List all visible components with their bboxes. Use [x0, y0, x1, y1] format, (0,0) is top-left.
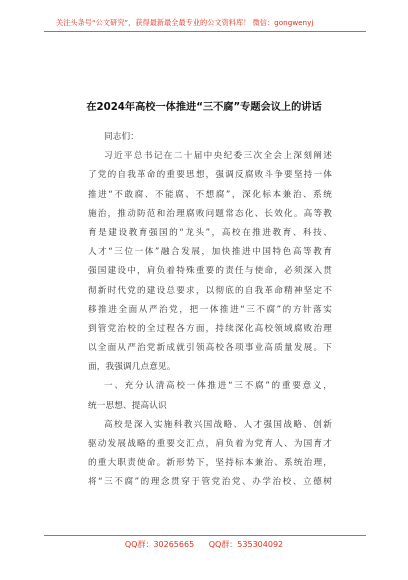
- footer-qq-group-2: QQ群：535304092: [208, 540, 284, 549]
- header-note: 关注头条号“公文研究”，获得最新最全最专业的公文资料库！ 微信：gongwenyj: [56, 18, 314, 27]
- paragraph-line: 到管党治校的全过程各方面，持续深化高校领域腐败治理: [88, 323, 332, 334]
- paragraph-line: 将“三不腐”的理念贯穿于管党治党、办学治校、立德树: [88, 477, 332, 488]
- paragraph-line: 彻新时代党的建设总要求，以彻底的自我革命精神坚定不: [88, 285, 332, 296]
- paragraph-line: 了党的自我革命的重要思想，强调反腐败斗争要坚持一体: [88, 170, 332, 181]
- header-divider: [44, 31, 366, 32]
- greeting: 同志们：: [104, 132, 139, 142]
- section-heading-line: 统一思想、提高认识: [88, 400, 167, 411]
- paragraph-line: 的重大职责使命。新形势下，坚持标本兼治、系统治理，: [88, 458, 332, 469]
- paragraph-line: 育是建设教育强国的“龙头”，高校在推进教育、科技、: [88, 227, 332, 238]
- paragraph-line: 习近平总书记在二十届中央纪委三次全会上深刻阐述: [104, 151, 332, 162]
- paragraph-line: 施治，推动防范和治理腐败问题常态化、长效化。高等教: [88, 208, 332, 219]
- paragraph-line: 推进“不敢腐、不能腐、不想腐”，深化标本兼治、系统: [88, 189, 332, 200]
- paragraph-line: 驱动发展战略的重要交汇点，肩负着为党育人、为国育才: [88, 439, 332, 449]
- section-heading-line: 一、充分认清高校一体推进“三不腐”的重要意义，: [104, 381, 332, 392]
- footer: [0, 539, 408, 550]
- paragraph-line: 以全面从严治党新成就引领高校各项事业高质量发展。下: [88, 343, 332, 354]
- document-title: 在2024年高校一体推进“三不腐”专题会议上的讲话: [86, 102, 322, 113]
- paragraph-line: 面，我强调几点意见。: [88, 362, 176, 373]
- paragraph-line: 移推进全面从严治党，把一体推进“三不腐”的方针落实: [88, 304, 332, 315]
- paragraph-line: 人才“三位一体”融合发展，加快推进中国特色高等教育: [88, 247, 332, 258]
- paragraph-line: 高校是深入实施科教兴国战略、人才强国战略、创新: [104, 419, 332, 430]
- document-body: [88, 119, 332, 493]
- paragraph-line: 强国建设中，肩负着特殊重要的责任与使命，必须深入贯: [88, 266, 332, 277]
- footer-divider: [44, 535, 366, 536]
- footer-qq-group-1: QQ群：30265665: [124, 540, 195, 549]
